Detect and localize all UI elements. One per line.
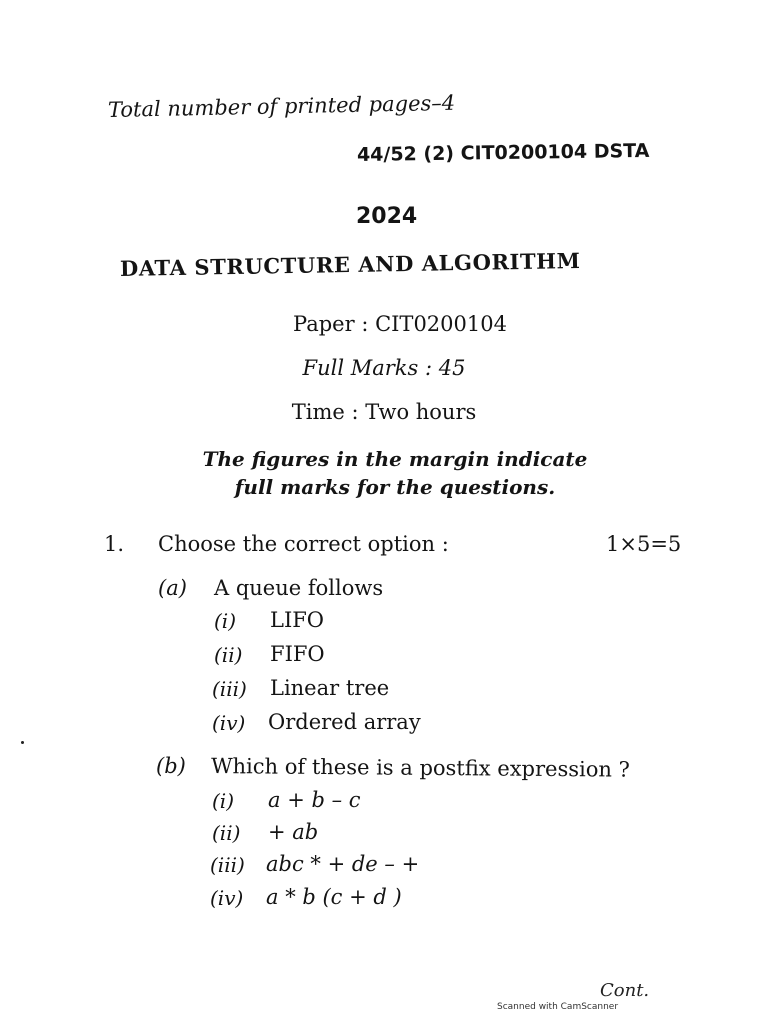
option-label: (iv) (210, 886, 244, 910)
exam-title: DATA STRUCTURE AND ALGORITHM (119, 247, 581, 281)
question-number: 1. (104, 532, 125, 556)
option-label: (ii) (214, 643, 243, 667)
option-expression: a * b (c + d ) (266, 885, 402, 909)
option-label: (i) (214, 609, 237, 633)
part-a-text: A queue follows (214, 576, 384, 600)
part-b-label: (b) (156, 754, 186, 778)
option-label: (iii) (210, 853, 245, 877)
printed-pages-note: Total number of printed pages–4 (107, 90, 456, 122)
question-text: Choose the correct option : (158, 532, 449, 556)
instructions-line-2: full marks for the questions. (234, 475, 556, 499)
part-a-label: (a) (158, 576, 187, 600)
full-marks-line: Full Marks : 45 (302, 356, 466, 380)
scan-speck (21, 741, 24, 744)
option-text: LIFO (270, 608, 325, 632)
part-b-text: Which of these is a postfix expression ? (210, 754, 630, 782)
instructions-line-1: The figures in the margin indicate (202, 447, 588, 471)
option-text: Ordered array (268, 710, 421, 734)
continued-note: Cont. (600, 980, 650, 1001)
option-text: FIFO (270, 642, 325, 666)
option-label: (i) (212, 789, 235, 813)
option-expression: + ab (268, 820, 319, 844)
option-expression: a + b – c (268, 788, 361, 812)
time-line: Time : Two hours (291, 400, 477, 424)
option-expression: abc * + de – + (266, 852, 420, 876)
scanner-watermark: Scanned with CamScanner (497, 1002, 619, 1012)
option-text: Linear tree (270, 676, 390, 700)
option-label: (iii) (212, 677, 247, 701)
paper-line: Paper : CIT0200104 (293, 312, 507, 336)
exam-year: 2024 (356, 204, 418, 229)
option-label: (ii) (212, 821, 241, 845)
question-marks: 1×5=5 (606, 532, 682, 556)
option-label: (iv) (212, 711, 246, 735)
paper-code: 44/52 (2) CIT0200104 DSTA (356, 139, 650, 166)
instructions (0, 445, 768, 501)
